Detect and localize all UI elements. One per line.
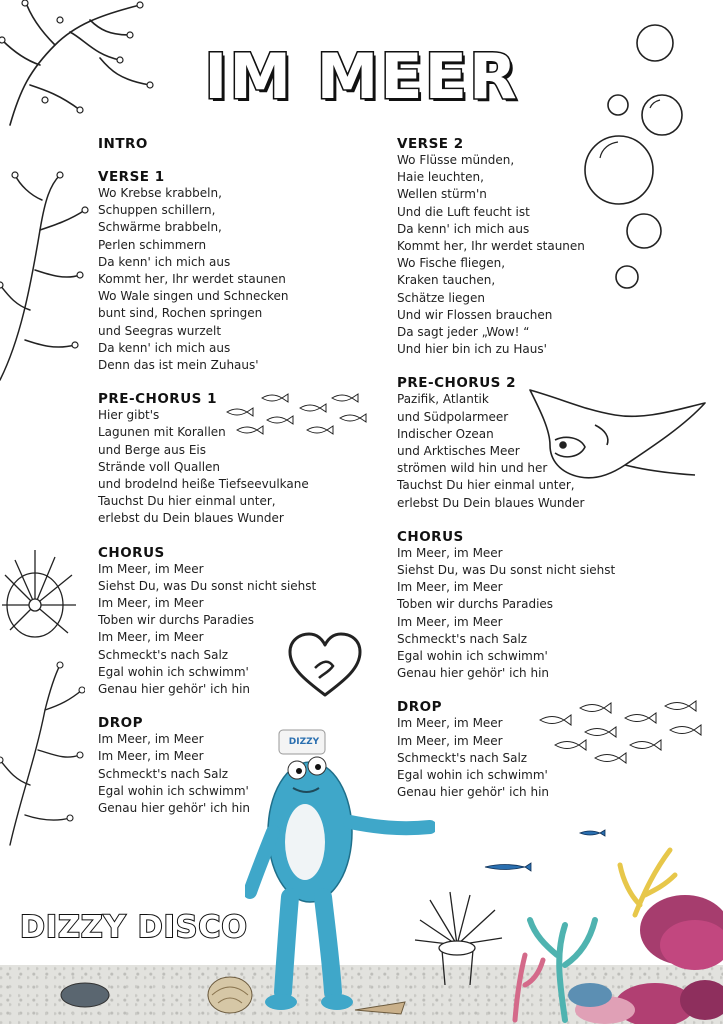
lyric-line: und brodelnd heiße Tiefseevulkane (98, 477, 309, 492)
lyric-line: Im Meer, im Meer (397, 580, 503, 595)
lyric-line: Egal wohin ich schwimm' (98, 783, 249, 798)
lyric-line: Da kenn' ich mich aus (98, 254, 231, 269)
section-heading: DROP (397, 699, 442, 716)
lyric-line: Tauchst Du hier einmal unter, (397, 478, 575, 493)
lyric-line: erlebst Du Dein blaues Wunder (397, 495, 585, 510)
lyric-line: Hier gibt's (98, 408, 160, 423)
lyric-line: Im Meer, im Meer (98, 749, 204, 764)
lyric-line: Und die Luft feucht ist (397, 204, 530, 219)
lyric-line: erlebst du Dein blaues Wunder (98, 511, 284, 526)
lyric-line: Im Meer, im Meer (397, 545, 503, 560)
lyric-line: Egal wohin ich schwimm' (98, 664, 249, 679)
lyric-line: Wo Wale singen und Schnecken (98, 289, 289, 304)
coral-left-icon (0, 170, 90, 390)
section-heading: INTRO (98, 136, 148, 152)
lyric-line: Pazifik, Atlantik (397, 392, 489, 407)
lyric-line: und Seegras wurzelt (98, 323, 222, 338)
lyric-line: Da sagt jeder „Wow! “ (397, 325, 530, 340)
mascot-cap-label: DIZZY (288, 737, 320, 747)
section-heading: CHORUS (397, 528, 464, 545)
lyric-line: und Arktisches Meer (397, 444, 520, 459)
fish-school-icon (222, 390, 377, 440)
lyric-line: Schmeckt's nach Salz (98, 647, 229, 662)
section-chorus (397, 529, 697, 683)
lyric-line: Genau hier gehör' ich hin (98, 801, 251, 816)
lyric-line: Wo Fische fliegen, (397, 256, 506, 271)
coral-reef-icon (495, 835, 723, 1024)
lyric-line: Toben wir durchs Paradies (98, 613, 255, 628)
lyric-line: strömen wild hin und her (397, 461, 548, 476)
section-heading: PRE-CHORUS 2 (397, 375, 516, 392)
lyric-line: Genau hier gehör' ich hin (397, 785, 550, 800)
lyric-line: Tauchst Du hier einmal unter, (98, 494, 276, 509)
coral-left-bottom-icon (0, 660, 85, 850)
lyric-line: und Südpolarmeer (397, 409, 509, 424)
page-title: IM MEER (204, 40, 519, 113)
lyric-line: Wo Flüsse münden, (397, 153, 515, 167)
lyric-line: Im Meer, im Meer (98, 630, 204, 645)
lyric-line: Da kenn' ich mich aus (98, 340, 231, 355)
lyric-line: Lagunen mit Korallen (98, 425, 226, 440)
lyric-line: Egal wohin ich schwimm' (397, 768, 548, 783)
lyric-line: Im Meer, im Meer (397, 716, 503, 731)
lyric-line: Im Meer, im Meer (98, 732, 204, 747)
lyric-line: Im Meer, im Meer (98, 596, 204, 611)
lyric-line: Toben wir durchs Paradies (397, 597, 554, 612)
lyric-line: Schmeckt's nach Salz (397, 631, 528, 646)
fish-school-right-icon (535, 700, 710, 770)
lyric-line: Im Meer, im Meer (397, 733, 503, 748)
lyric-line: Im Meer, im Meer (397, 614, 503, 629)
section-verse-2 (397, 136, 697, 358)
heart-icon (285, 630, 365, 700)
lyric-line: Schuppen schillern, (98, 203, 216, 218)
section-heading: DROP (98, 715, 143, 732)
lyric-line: und Berge aus Eis (98, 442, 206, 457)
lyric-line: Indischer Ozean (397, 426, 494, 441)
section-heading: PRE-CHORUS 1 (98, 391, 217, 408)
lyric-line: Egal wohin ich schwimm' (397, 649, 548, 664)
lyric-line: Haie leuchten, (397, 170, 484, 185)
anemone-left-icon (0, 545, 80, 640)
brand-logo: DIZZY DISCO (20, 910, 248, 945)
lyric-line: Strände voll Quallen (98, 459, 221, 474)
lyric-line: Genau hier gehör' ich hin (98, 682, 251, 697)
lyric-line: Schätze liegen (397, 290, 486, 305)
lyric-line: Siehst Du, was Du sonst nicht siehst (98, 578, 317, 593)
lyric-line: Perlen schimmern (98, 237, 207, 252)
lyric-line: Genau hier gehör' ich hin (397, 666, 550, 681)
lyric-line: bunt sind, Rochen springen (98, 306, 263, 321)
lyric-line: Kommt her, Ihr werdet staunen (98, 272, 286, 287)
section-heading: VERSE 2 (397, 136, 464, 152)
lyric-line: Im Meer, im Meer (98, 561, 204, 576)
lyric-line: Wellen stürm'n (397, 187, 487, 202)
section-heading: CHORUS (98, 544, 165, 561)
lyric-line: Siehst Du, was Du sonst nicht siehst (397, 563, 616, 578)
lyric-line: Da kenn' ich mich aus (397, 221, 530, 236)
lyric-line: Schmeckt's nach Salz (98, 766, 229, 781)
mascot-figure (245, 722, 435, 1017)
lyric-line: Und wir Flossen brauchen (397, 307, 553, 322)
lyric-line: Wo Krebse krabbeln, (98, 186, 222, 200)
section-intro (98, 136, 398, 152)
manta-ray-icon (525, 385, 710, 485)
lyric-line: Kommt her, Ihr werdet staunen (397, 239, 585, 254)
lyric-line: Schwärme brabbeln, (98, 220, 222, 235)
lyric-line: Und hier bin ich zu Haus' (397, 342, 547, 357)
section-verse-1 (98, 169, 398, 374)
section-heading: VERSE 1 (98, 169, 165, 185)
lyric-line: Kraken tauchen, (397, 273, 496, 288)
lyric-line: Denn das ist mein Zuhaus' (98, 358, 259, 373)
lyric-line: Schmeckt's nach Salz (397, 750, 528, 765)
